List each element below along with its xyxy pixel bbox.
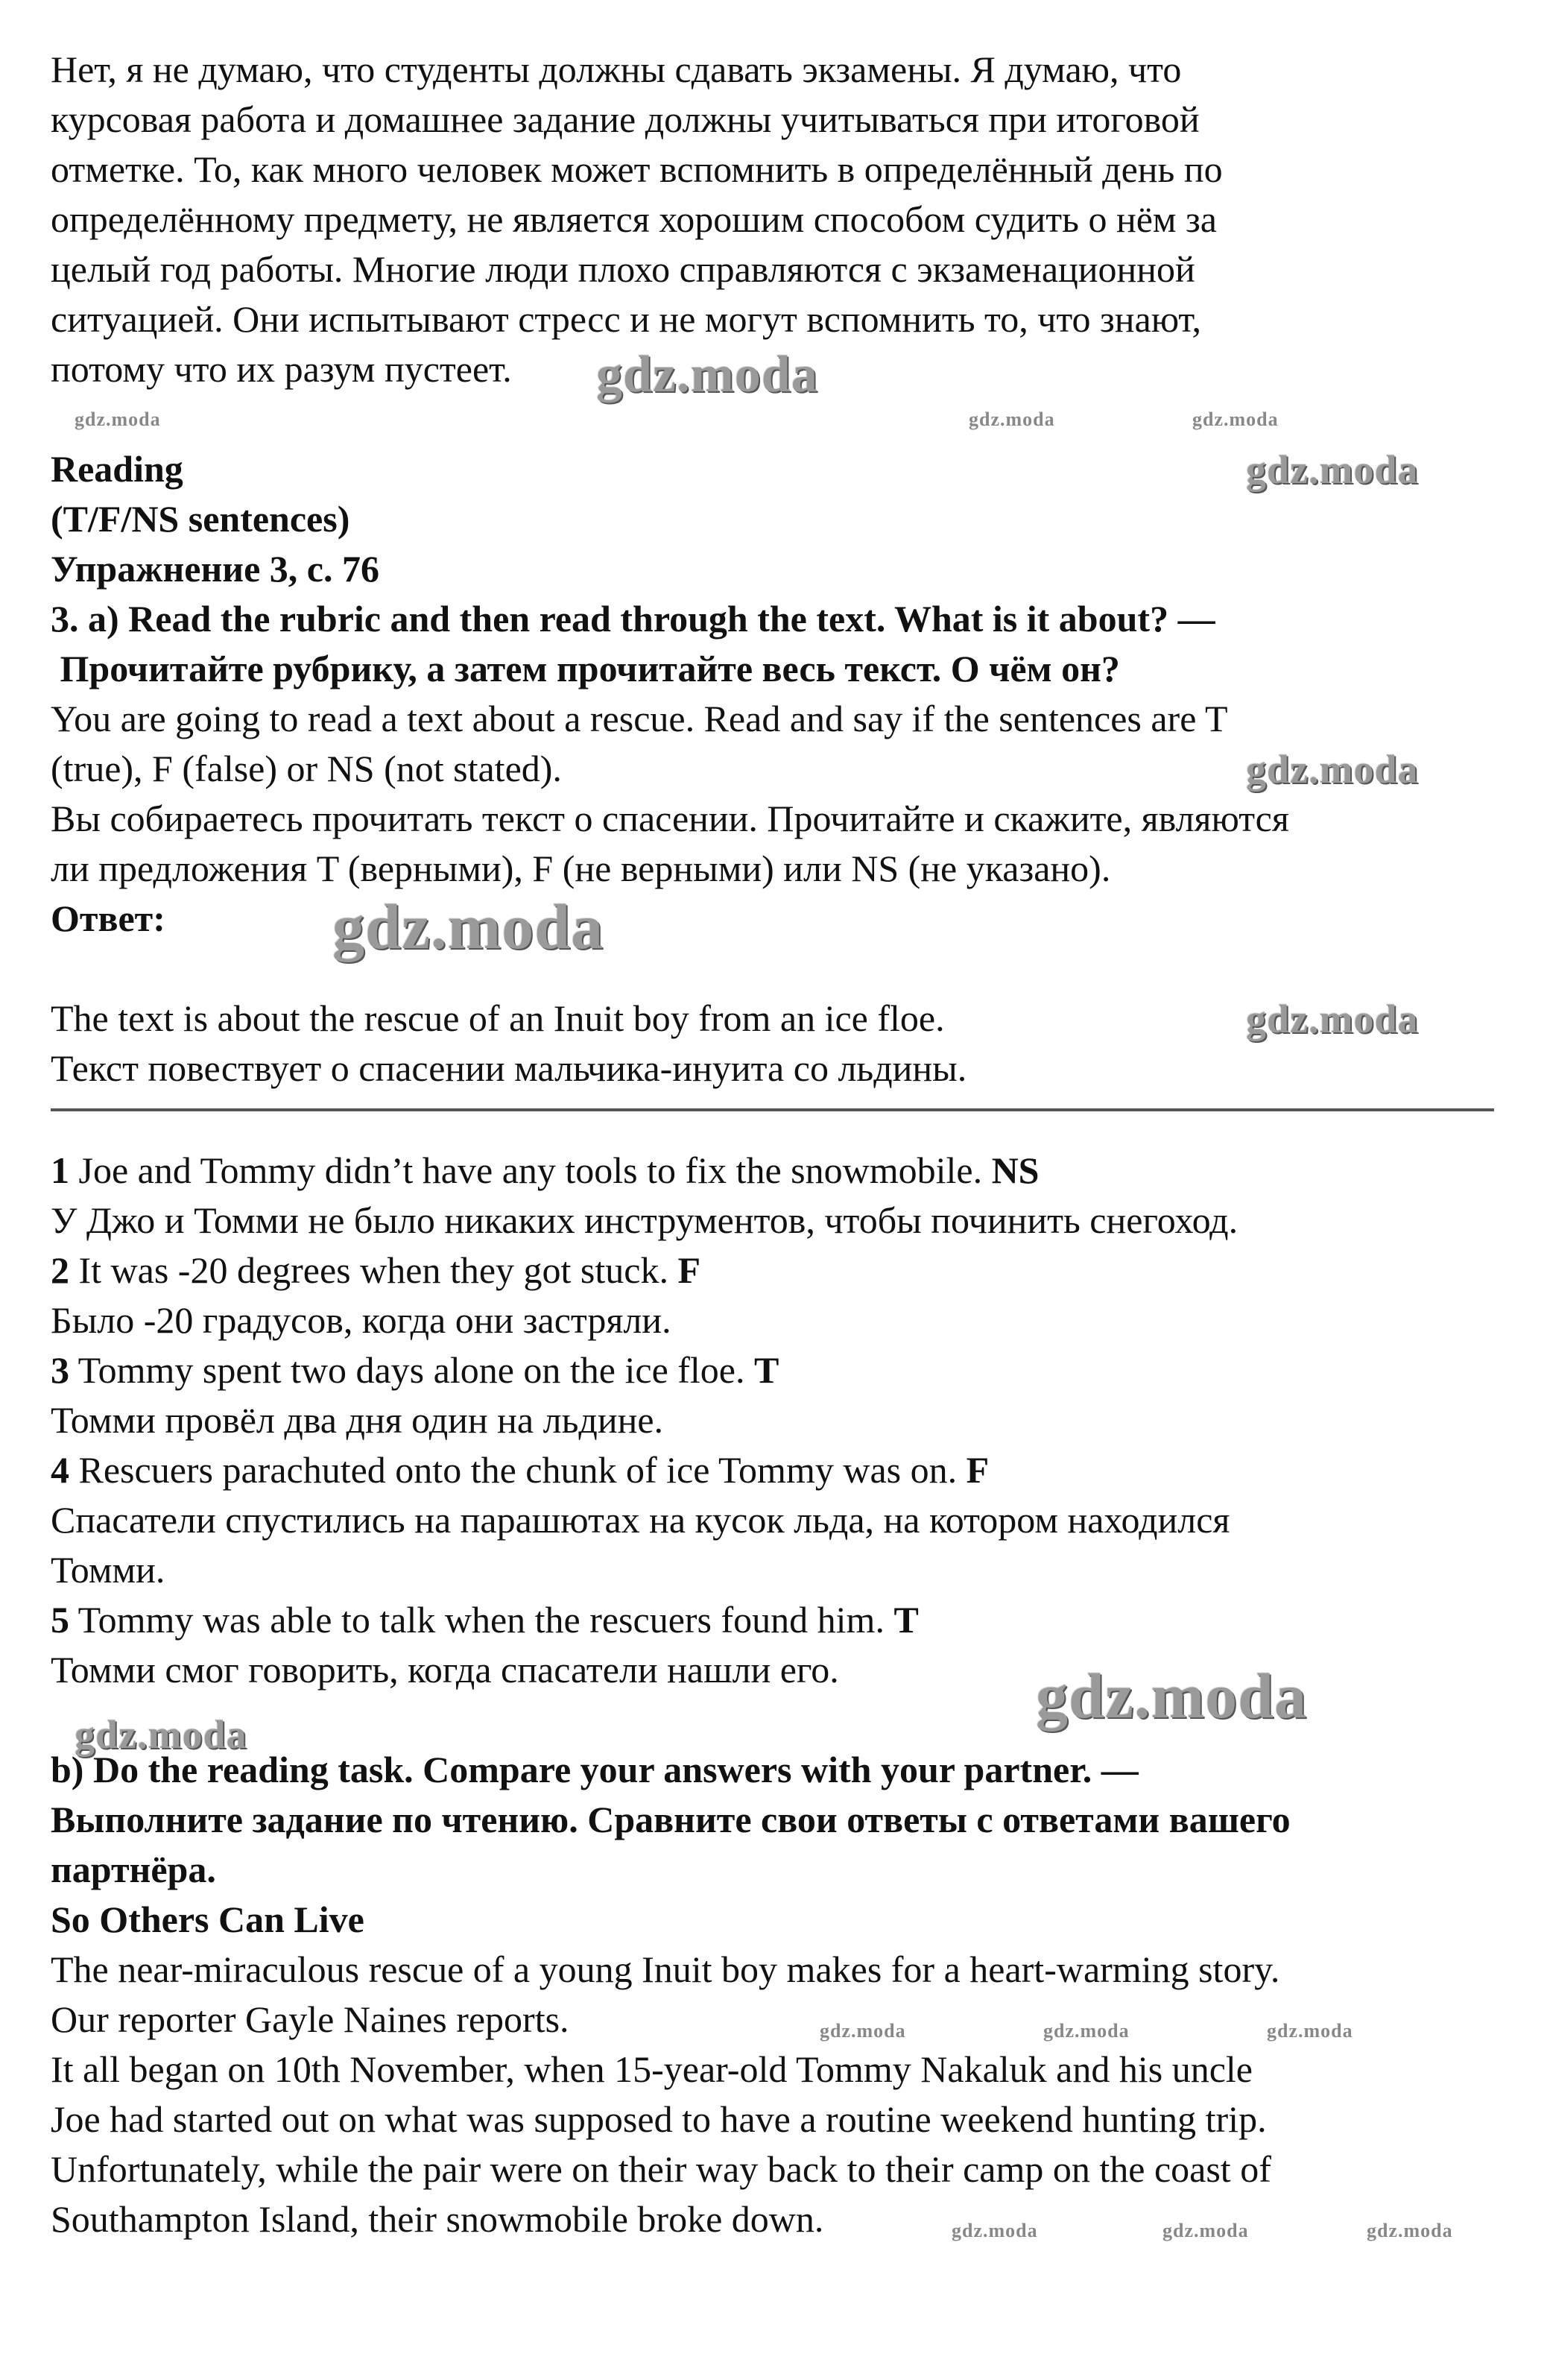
watermark: gdz.moda bbox=[1043, 2020, 1130, 2042]
sentence-mark: F bbox=[677, 1249, 701, 1291]
watermark: gdz.moda bbox=[1246, 997, 1419, 1041]
sentence-translation: Томми провёл два дня один на льдине. bbox=[51, 1399, 664, 1441]
sentence-text: Tommy was able to talk when the rescuers found him. bbox=[69, 1599, 894, 1641]
sentence-translation: У Джо и Томми не было никаких инструментов, чтобы починить снегоход. bbox=[51, 1199, 1238, 1241]
sentence-text: It was -20 degrees when they got stuck. bbox=[69, 1249, 678, 1291]
watermark: gdz.moda bbox=[596, 346, 818, 403]
watermark: gdz.moda bbox=[75, 408, 161, 430]
sentence-list bbox=[51, 1146, 1511, 1695]
article-line: It all began on 10th November, when 15-year-old Tommy Nakaluk and his uncle bbox=[51, 2048, 1253, 2090]
exercise-number: Упражнение 3, с. 76 bbox=[51, 548, 379, 590]
watermark: gdz.moda bbox=[1036, 1660, 1307, 1732]
article-line: Unfortunately, while the pair were on their way back to their camp on the coast of bbox=[51, 2148, 1271, 2190]
sentence-mark: F bbox=[966, 1449, 990, 1491]
watermark: gdz.moda bbox=[1192, 408, 1279, 430]
article-title: So Others Can Live bbox=[51, 1898, 364, 1940]
divider bbox=[51, 1108, 1494, 1111]
sentence-text: Joe and Tommy didn’t have any tools to fix the snowmobile. bbox=[69, 1149, 992, 1191]
text-line: Вы собираетесь прочитать текст о спасении. Прочитайте и скажите, являются bbox=[51, 798, 1289, 839]
watermark: gdz.moda bbox=[820, 2020, 906, 2042]
text-line: потому что их разум пустеет. bbox=[51, 348, 512, 390]
text-line: You are going to read a text about a rescue. Read and say if the sentences are T bbox=[51, 698, 1228, 739]
watermark: gdz.moda bbox=[75, 1712, 247, 1757]
text-line: (true), F (false) or NS (not stated). bbox=[51, 748, 562, 789]
sentence-mark: NS bbox=[991, 1149, 1040, 1191]
article-line: Southampton Island, their snowmobile broke down. bbox=[51, 2198, 824, 2240]
task-b-heading: b) Do the reading task. Compare your answers with your partner. — bbox=[51, 1749, 1139, 1790]
sentence-number: 1 bbox=[51, 1149, 69, 1191]
text-line: ли предложения T (верными), F (не верными) или NS (не указано). bbox=[51, 847, 1111, 889]
answer-label: Ответ: bbox=[51, 897, 165, 939]
article-line: The near-miraculous rescue of a young Inuit boy makes for a heart-warming story. bbox=[51, 1948, 1280, 1990]
task-a-heading-ru: Прочитайте рубрику, а затем прочитайте весь текст. О чём он? bbox=[51, 648, 1120, 689]
sentence-item bbox=[51, 1345, 779, 1395]
sentence-translation: Томми. bbox=[51, 1549, 165, 1591]
watermark: gdz.moda bbox=[969, 408, 1055, 430]
sentence-number: 2 bbox=[51, 1249, 69, 1291]
text-line: курсовая работа и домашнее задание должны учитываться при итоговой bbox=[51, 98, 1200, 140]
answer-line: Текст повествует о спасении мальчика-инуита со льдины. bbox=[51, 1047, 967, 1089]
sentence-number: 4 bbox=[51, 1449, 69, 1491]
watermark: gdz.moda bbox=[1246, 447, 1419, 492]
sentence-item bbox=[51, 1445, 989, 1495]
watermark: gdz.moda bbox=[1162, 2220, 1249, 2241]
sentence-translation: Спасатели спустились на парашютах на кусок льда, на котором находился bbox=[51, 1499, 1230, 1541]
task-b-heading: Выполните задание по чтению. Сравните свои ответы с ответами вашего bbox=[51, 1799, 1291, 1840]
sentence-number: 3 bbox=[51, 1349, 69, 1391]
sentence-mark: T bbox=[754, 1349, 779, 1391]
watermark: gdz.moda bbox=[952, 2220, 1038, 2241]
text-line: Нет, я не думаю, что студенты должны сдавать экзамены. Я думаю, что bbox=[51, 48, 1182, 90]
watermark: gdz.moda bbox=[332, 891, 604, 962]
text-line: определённому предмету, не является хорошим способом судить о нём за bbox=[51, 198, 1217, 240]
watermark: gdz.moda bbox=[1246, 747, 1419, 792]
sentence-item bbox=[51, 1595, 919, 1645]
text-line: отметке. То, как много человек может вспомнить в определённый день по bbox=[51, 148, 1223, 190]
intro-paragraph bbox=[51, 45, 1511, 394]
sentence-text: Rescuers parachuted onto the chunk of ice Tommy was on. bbox=[69, 1449, 967, 1491]
section-subtitle: (T/F/NS sentences) bbox=[51, 498, 350, 540]
sentence-item bbox=[51, 1146, 1040, 1196]
article-line: Joe had started out on what was supposed to have a routine weekend hunting trip. bbox=[51, 2098, 1267, 2140]
sentence-item bbox=[51, 1246, 700, 1295]
section-title: Reading bbox=[51, 448, 183, 490]
task-a-heading-en: 3. a) Read the rubric and then read through the text. What is it about? — bbox=[51, 598, 1215, 640]
sentence-number: 5 bbox=[51, 1599, 69, 1641]
text-line: целый год работы. Многие люди плохо справляются с экзаменационной bbox=[51, 248, 1195, 290]
watermark: gdz.moda bbox=[1367, 2220, 1453, 2241]
text-line: ситуацией. Они испытывают стресс и не могут вспомнить то, что знают, bbox=[51, 298, 1202, 340]
sentence-mark: T bbox=[893, 1599, 919, 1641]
answer-line: The text is about the rescue of an Inuit boy from an ice floe. bbox=[51, 997, 945, 1039]
sentence-translation: Было -20 градусов, когда они застряли. bbox=[51, 1299, 671, 1341]
sentence-text: Tommy spent two days alone on the ice floe. bbox=[69, 1349, 754, 1391]
sentence-translation: Томми смог говорить, когда спасатели нашли его. bbox=[51, 1649, 839, 1691]
task-b-heading: партнёра. bbox=[51, 1849, 216, 1890]
watermark: gdz.moda bbox=[1267, 2020, 1353, 2042]
article-line: Our reporter Gayle Naines reports. bbox=[51, 1998, 569, 2040]
